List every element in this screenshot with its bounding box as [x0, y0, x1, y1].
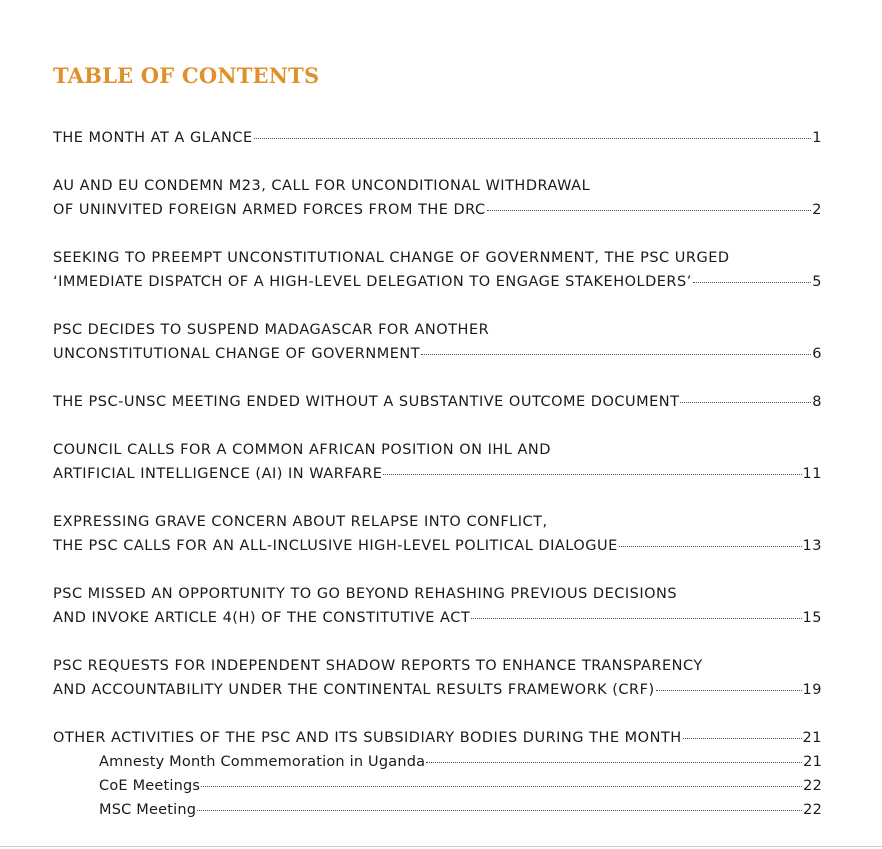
dot-leader — [680, 402, 811, 403]
toc-entry-text: THE PSC CALLS FOR AN ALL-INCLUSIVE HIGH-LEVEL POLITICAL DIALOGUE — [53, 538, 618, 554]
dot-leader — [656, 690, 802, 691]
toc-entry[interactable] — [53, 246, 822, 294]
toc-entry-row — [53, 678, 822, 702]
toc-page-number: 8 — [812, 394, 822, 410]
dot-leader — [619, 546, 802, 547]
page-bottom-rule — [0, 846, 882, 847]
toc-entry-text: PSC MISSED AN OPPORTUNITY TO GO BEYOND REHASHING PREVIOUS DECISIONS — [53, 586, 678, 602]
toc-page-number: 22 — [803, 778, 822, 794]
toc-entry-row — [53, 126, 822, 150]
toc-entry-text: OF UNINVITED FOREIGN ARMED FORCES FROM THE DRC — [53, 202, 486, 218]
toc-entry-text: THE MONTH AT A GLANCE — [53, 130, 253, 146]
toc-entry[interactable] — [53, 126, 822, 150]
toc-entry[interactable] — [53, 174, 822, 222]
toc-entry-row — [53, 270, 822, 294]
toc-subentry-text: Amnesty Month Commemoration in Uganda — [99, 754, 426, 770]
toc-entry-row — [53, 390, 822, 414]
toc-entry-row — [53, 606, 822, 630]
toc-entry-row — [53, 198, 822, 222]
toc-page-number: 22 — [803, 802, 822, 818]
toc-page-number: 11 — [802, 466, 822, 482]
dot-leader — [693, 282, 811, 283]
toc-subentry[interactable] — [53, 774, 822, 798]
toc-entry-text: AND ACCOUNTABILITY UNDER THE CONTINENTAL RESULTS FRAMEWORK (CRF) — [53, 682, 655, 698]
toc-subentry-text: MSC Meeting — [99, 802, 197, 818]
toc-entry[interactable] — [53, 318, 822, 366]
toc-page-number: 21 — [803, 754, 822, 770]
toc-page-number: 19 — [802, 682, 822, 698]
toc-entry[interactable] — [53, 726, 822, 822]
dot-leader — [683, 738, 802, 739]
toc-entry[interactable] — [53, 582, 822, 630]
toc-page-number: 13 — [802, 538, 822, 554]
toc-entry[interactable] — [53, 390, 822, 414]
toc-page-number: 15 — [802, 610, 822, 626]
toc-entry-text: OTHER ACTIVITIES OF THE PSC AND ITS SUBSIDIARY BODIES DURING THE MONTH — [53, 730, 682, 746]
toc-entry-row — [53, 534, 822, 558]
toc-entry-row — [53, 726, 822, 750]
dot-leader — [487, 210, 812, 211]
dot-leader — [197, 810, 802, 811]
toc-entry-text: AND INVOKE ARTICLE 4(H) OF THE CONSTITUTIVE ACT — [53, 610, 471, 626]
toc-page-number: 1 — [812, 130, 822, 146]
dot-leader — [421, 354, 811, 355]
toc-entry-text: THE PSC-UNSC MEETING ENDED WITHOUT A SUBSTANTIVE OUTCOME DOCUMENT — [53, 394, 680, 410]
toc-subentry-text: CoE Meetings — [99, 778, 201, 794]
toc-entry-text: ‘IMMEDIATE DISPATCH OF A HIGH-LEVEL DELEGATION TO ENGAGE STAKEHOLDERS’ — [53, 274, 692, 290]
toc-entry-row — [53, 462, 822, 486]
toc-entry-text: COUNCIL CALLS FOR A COMMON AFRICAN POSITION ON IHL AND — [53, 442, 551, 458]
toc-page-number: 6 — [812, 346, 822, 362]
toc-entry-row — [53, 342, 822, 366]
dot-leader — [201, 786, 802, 787]
toc-page-number: 2 — [812, 202, 822, 218]
toc-subentry[interactable] — [53, 798, 822, 822]
dot-leader — [471, 618, 801, 619]
dot-leader — [254, 138, 812, 139]
toc-subentry[interactable] — [53, 750, 822, 774]
toc-entry-text: PSC DECIDES TO SUSPEND MADAGASCAR FOR ANOTHER — [53, 322, 490, 338]
toc-entry-text: SEEKING TO PREEMPT UNCONSTITUTIONAL CHANGE OF GOVERNMENT, THE PSC URGED — [53, 250, 730, 266]
dot-leader — [426, 762, 802, 763]
toc-entry-text: UNCONSTITUTIONAL CHANGE OF GOVERNMENT — [53, 346, 421, 362]
toc-entry-text: ARTIFICIAL INTELLIGENCE (AI) IN WARFARE — [53, 466, 383, 482]
dot-leader — [383, 474, 801, 475]
toc-entry-text: AU AND EU CONDEMN M23, CALL FOR UNCONDITIONAL WITHDRAWAL — [53, 178, 591, 194]
toc-entry[interactable] — [53, 510, 822, 558]
toc-entry-text: EXPRESSING GRAVE CONCERN ABOUT RELAPSE INTO CONFLICT, — [53, 514, 548, 530]
toc-entry[interactable] — [53, 438, 822, 486]
toc-entry[interactable] — [53, 654, 822, 702]
table-of-contents — [53, 126, 822, 822]
toc-title: TABLE OF CONTENTS — [53, 63, 320, 88]
toc-page-number: 21 — [802, 730, 822, 746]
toc-entry-text: PSC REQUESTS FOR INDEPENDENT SHADOW REPORTS TO ENHANCE TRANSPARENCY — [53, 658, 703, 674]
toc-page-number: 5 — [812, 274, 822, 290]
